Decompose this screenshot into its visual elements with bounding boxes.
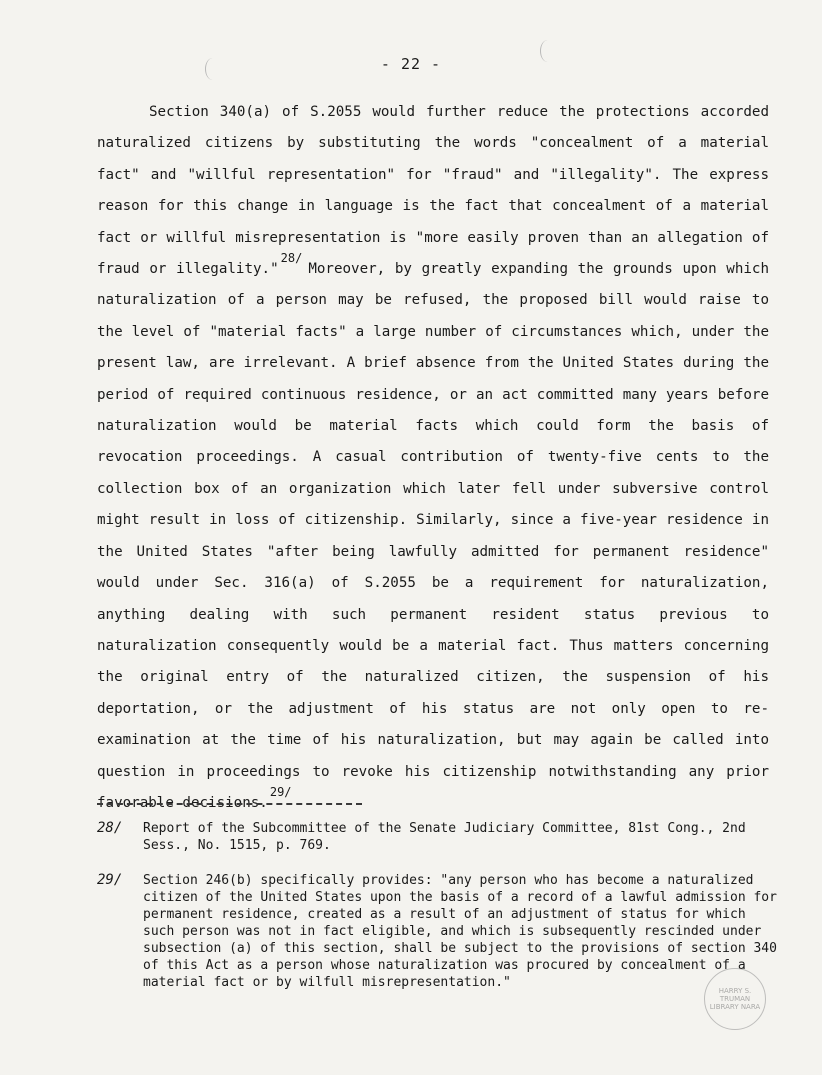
footnote-29 — [97, 872, 777, 991]
footnote-text: Report of the Subcommittee of the Senate Judiciary Committee, 81st Cong., 2nd Sess., No. 1515, p. 769. — [143, 821, 746, 853]
footnote-divider — [97, 803, 362, 805]
footnote-28 — [97, 820, 777, 854]
footnotes — [97, 820, 777, 1009]
page-number: - 22 - — [380, 55, 442, 73]
footnote-marker: 29/ — [97, 872, 123, 888]
paragraph-text-part2: Moreover, by greatly expanding the grounds upon which naturalization of a person may be refused, the proposed bill would raise to the level of "material facts" a large number of circumstances which, under the present law, are irrelevant. A brief absence from the United States during the period of required continuous residence, or an act committed many years before naturalization would be material facts which could form the basis of revocation proceedings. A casual contribution of twenty-five cents to the collection box of an organization which later fell under subversive control might result in loss of citizenship. Similarly, since a five-year residence in the United States "after being lawfully admitted for permanent residence" would under Sec. 316(a) of S.2055 be a requirement for naturalization, anything dealing with such permanent resident status previous to naturalization consequently would be a material fact. Thus matters concerning the original entry of the naturalized citizen, the suspension of his deportation, or the adjustment of his status are not only open to re-examination at the time of his naturalization, but may again be called into question in proceedings to revoke his citizenship notwithstanding any prior favorable decisions. — [97, 261, 769, 811]
footnote-reference-28: 28/ — [280, 251, 303, 266]
body-text — [97, 97, 769, 819]
footnote-reference-29: 29/ — [269, 785, 292, 800]
footnote-text: Section 246(b) specifically provides: "any person who has become a naturalized citizen of the United States upon the basis of a record of a lawful admission for permanent residence, created as a result of an adjustment of status for which such person was not in fact eligible, and which is subsequently rescinded under subsection (a) of this section, shall be subject to the provisions of section 340 of this Act as a person whose naturalization was procured by concealment of a material fact or by wilfull misrepresentation." — [143, 873, 777, 990]
library-stamp: HARRY S. TRUMAN LIBRARY NARA — [704, 968, 766, 1030]
paragraph-text-part1: Section 340(a) of S.2055 would further reduce the protections accorded naturalized citizens by substituting the words "concealment of a material fact" and "willful representation" for "fraud" and "illegality". The express reason for this change in language is the fact that concealment of a material fact or willful misrepresentation is "more easily proven than an allegation of fraud or illegality." — [97, 104, 769, 278]
body-paragraph — [97, 97, 769, 819]
footnote-marker: 28/ — [97, 820, 123, 836]
